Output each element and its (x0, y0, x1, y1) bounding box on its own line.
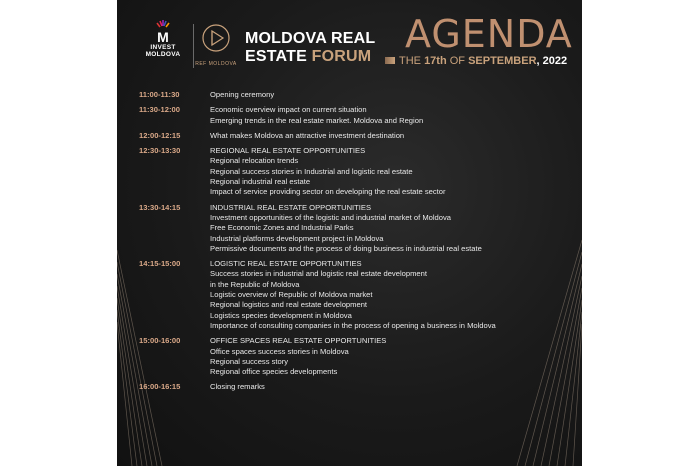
schedule-item: Success stories in industrial and logistic real estate development (210, 269, 427, 279)
ref-logo-text: REF MOLDOVA (195, 61, 237, 67)
schedule-row (139, 90, 559, 100)
date-year: 2022 (542, 55, 568, 67)
schedule-row (139, 259, 559, 331)
ref-play-icon (200, 22, 232, 54)
date-prefix: THE (399, 55, 425, 67)
schedule-item: Logistics species development in Moldova (210, 310, 352, 320)
schedule-items (210, 382, 559, 392)
schedule-item: OFFICE SPACES REAL ESTATE OPPORTUNITIES (210, 336, 387, 346)
schedule-item: Regional relocation trends (210, 156, 299, 166)
date-comma: , (536, 55, 543, 67)
date-accent-bar (385, 57, 395, 64)
schedule-item: Economic overview impact on current situation (210, 105, 367, 115)
schedule-items (210, 259, 559, 331)
schedule-row (139, 105, 559, 126)
schedule-row (139, 382, 559, 392)
schedule-list (139, 90, 559, 393)
agenda-poster (117, 0, 582, 466)
schedule-time: 14:15-15:00 (139, 259, 181, 269)
schedule-item: Importance of consulting companies in the process of opening a business in Moldova (210, 320, 496, 330)
invest-moldova-emblem-icon (148, 18, 178, 44)
schedule-item: Emerging trends in the real estate market. Moldova and Region (210, 115, 424, 125)
invest-moldova-logo (141, 18, 185, 58)
schedule-time: 13:30-14:15 (139, 202, 181, 212)
forum-title (245, 30, 375, 66)
logo-divider (193, 24, 194, 68)
forum-title-line-1: MOLDOVA REAL (245, 30, 376, 47)
schedule-item: Investment opportunities of the logistic and industrial market of Moldova (210, 212, 452, 222)
schedule-item: LOGISTIC REAL ESTATE OPPORTUNITIES (210, 259, 362, 269)
schedule-time: 12:30-13:30 (139, 146, 181, 156)
schedule-item: Office spaces success stories in Moldova (210, 346, 349, 356)
schedule-item: Closing remarks (210, 382, 265, 392)
date-month: SEPTEMBER (468, 55, 537, 67)
schedule-items (210, 90, 559, 100)
schedule-items (210, 146, 559, 197)
schedule-item: in the Republic of Moldova (210, 279, 300, 289)
schedule-row (139, 203, 559, 254)
schedule-time: 12:00-12:15 (139, 130, 181, 140)
schedule-item: What makes Moldova an attractive investment destination (210, 130, 405, 140)
schedule-item: Regional office species developments (210, 367, 338, 377)
schedule-items (210, 131, 559, 141)
forum-title-line-2 (245, 48, 375, 66)
date-of: OF (446, 55, 469, 67)
svg-text:M: M (157, 29, 169, 44)
schedule-row (139, 146, 559, 197)
date-day: 17th (424, 55, 447, 67)
schedule-row (139, 131, 559, 141)
ref-moldova-logo (195, 22, 237, 67)
schedule-item: INDUSTRIAL REAL ESTATE OPPORTUNITIES (210, 202, 372, 212)
schedule-time: 16:00-16:15 (139, 382, 181, 392)
schedule-time: 11:30-12:00 (139, 105, 180, 115)
schedule-item: Free Economic Zones and Industrial Parks (210, 223, 354, 233)
schedule-item: Regional success story (210, 356, 289, 366)
schedule-item: Industrial platforms development project in Moldova (210, 233, 384, 243)
forum-title-forum: FORUM (311, 48, 372, 65)
schedule-row (139, 336, 559, 377)
schedule-time: 11:00-11:30 (139, 90, 180, 99)
schedule-item: Permissive documents and the process of doing business in industrial real estate (210, 243, 482, 253)
schedule-item: Impact of service providing sector on developing the real estate sector (210, 187, 446, 197)
invest-logo-word-1: INVEST (150, 44, 176, 51)
schedule-item: Regional logistics and real estate development (210, 300, 368, 310)
event-date (385, 55, 567, 67)
schedule-time: 15:00-16:00 (139, 336, 181, 346)
agenda-heading: AGENDA (405, 12, 573, 56)
schedule-items (210, 203, 559, 254)
schedule-items (210, 105, 559, 126)
schedule-item: Logistic overview of Republic of Moldova market (210, 290, 373, 300)
schedule-item: Opening ceremony (210, 90, 275, 99)
schedule-item: Regional industrial real estate (210, 177, 311, 187)
schedule-item: REGIONAL REAL ESTATE OPPORTUNITIES (210, 146, 366, 156)
schedule-items (210, 336, 559, 377)
invest-logo-word-2: MOLDOVA (145, 51, 181, 58)
schedule-item: Regional success stories in Industrial and logistic real estate (210, 166, 413, 176)
forum-title-estate: ESTATE (245, 48, 312, 65)
